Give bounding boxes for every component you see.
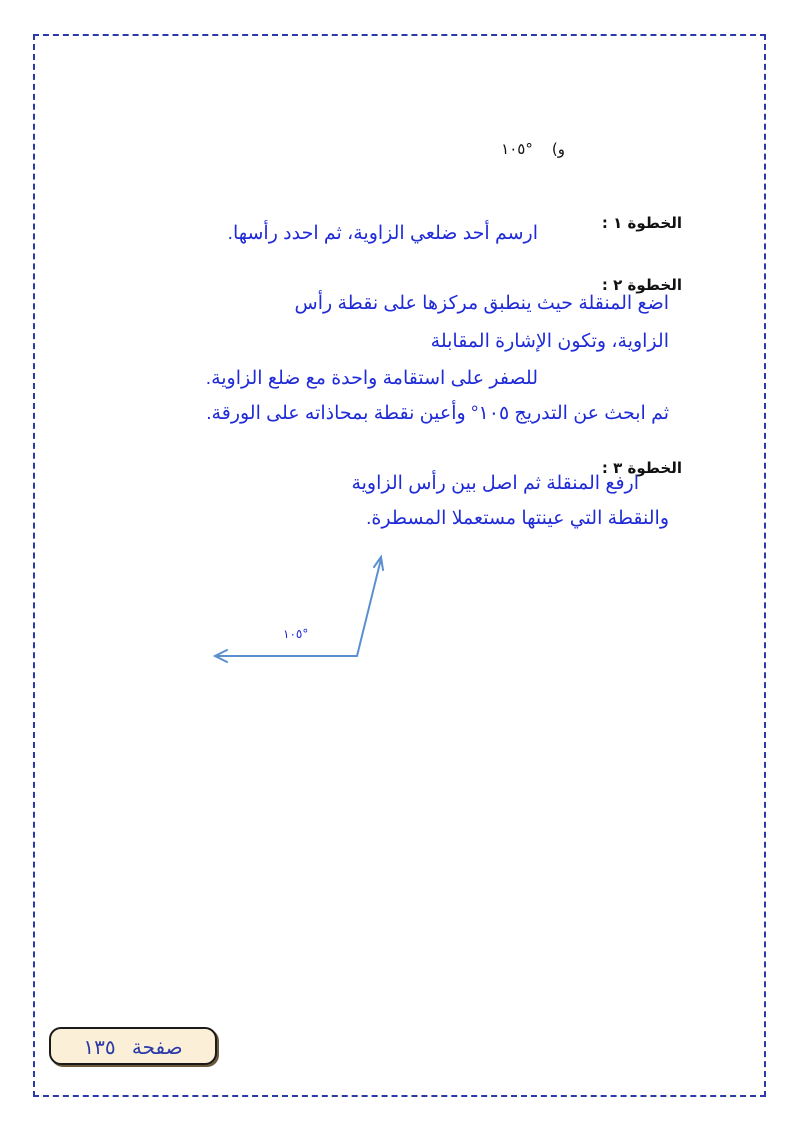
step-3-line-2: والنقطة التي عينتها مستعملا المسطرة. (366, 508, 669, 529)
problem-label: و) (551, 140, 565, 158)
step-2-line-2: الزاوية، وتكون الإشارة المقابلة (430, 331, 669, 352)
step-2-line-1: اضع المنقلة حيث ينطبق مركزها على نقطة رأس (294, 293, 669, 314)
step-2-line-3: للصفر على استقامة واحدة مع ضلع الزاوية. (205, 368, 538, 389)
figure-angle-label: °١٠٥ (283, 627, 309, 641)
angle-drawing (215, 557, 383, 662)
page-number-box (49, 1027, 217, 1065)
step-1-label: الخطوة ١ : (601, 214, 682, 232)
step-2-line-4: ثم ابحث عن التدريج ١٠٥° وأعين نقطة بمحاذاته على الورقة. (206, 403, 669, 424)
page-number-text: صفحة ١٣٥ (83, 1035, 183, 1059)
step-1-line-1: ارسم أحد ضلعي الزاوية، ثم احدد رأسها. (227, 223, 538, 244)
angle-rising-ray (357, 559, 381, 656)
problem-angle: °١٠٥ (501, 140, 533, 158)
step-3-line-1: ارفع المنقلة ثم اصل بين رأس الزاوية (351, 473, 639, 494)
step-3-label: الخطوة ٣ : (601, 459, 682, 477)
step-2-label: الخطوة ٢ : (601, 276, 682, 294)
